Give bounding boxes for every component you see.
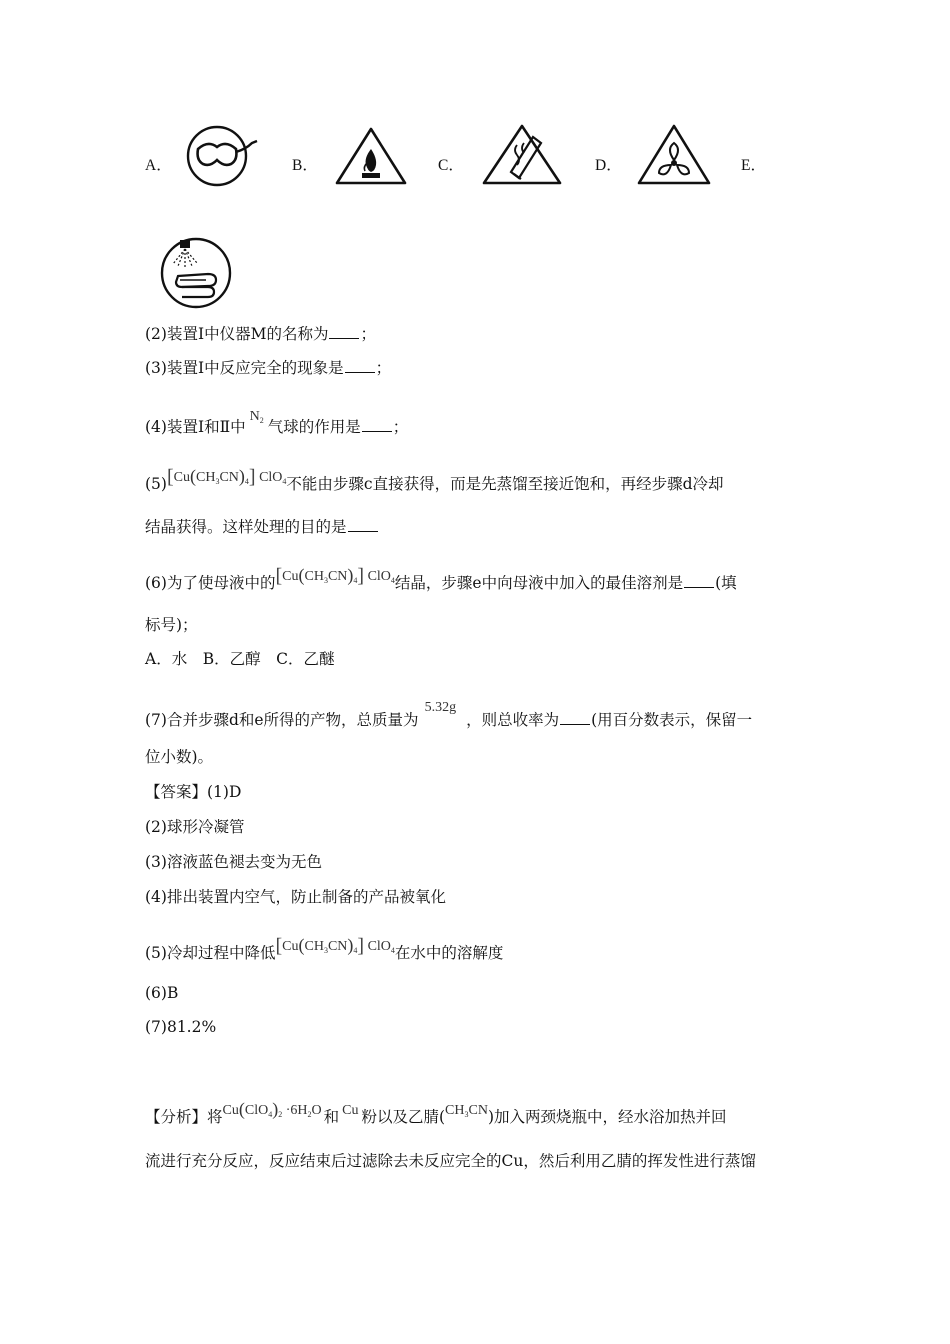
option-c-label: C． bbox=[438, 157, 464, 174]
question-4: (4)装置Ⅰ和Ⅱ中$N_2$ 气球的作用是 ； bbox=[145, 406, 408, 438]
open-flame-icon bbox=[333, 125, 409, 187]
mass-value: 5.32g bbox=[424, 700, 457, 715]
hot-surface-icon bbox=[481, 123, 563, 187]
answer-blank[interactable] bbox=[345, 358, 375, 373]
hand-washing-icon bbox=[158, 236, 234, 310]
answer-4: (4)排出装置内空气，防止制备的产品被氧化 bbox=[145, 888, 446, 906]
question-7: (7)合并步骤d和e所得的产物，总质量为5.32g，则总收率为 (用百分数表示，保留一 bbox=[145, 697, 752, 731]
answer-blank[interactable] bbox=[684, 573, 714, 588]
answer-2: (2)球形冷凝管 bbox=[145, 818, 245, 836]
copper-formula: Cu bbox=[342, 1103, 359, 1118]
complex-formula: $[Cu(CH_3CN)_4]$ ClO$_4$ bbox=[166, 466, 287, 488]
answer-7: (7)81.2% bbox=[145, 1018, 217, 1036]
question-5-line2: 结晶获得。这样处理的目的是 bbox=[145, 516, 379, 538]
answer-5: (5)冷却过程中降低$[Cu(CH_3CN)_4]$ ClO$_4$在水中的溶解度 bbox=[145, 935, 504, 962]
exhaust-fan-icon bbox=[636, 123, 712, 187]
question-2: (2)装置Ⅰ中仪器M的名称为 ； bbox=[145, 325, 376, 343]
option-e-label: E． bbox=[741, 157, 766, 174]
option-d-label: D． bbox=[595, 157, 622, 174]
answer-6: (6)B bbox=[145, 984, 179, 1002]
complex-formula: $[Cu(CH_3CN)_4]$ ClO$_4$ bbox=[275, 935, 395, 957]
answer-3: (3)溶液蓝色褪去变为无色 bbox=[145, 853, 322, 871]
complex-formula: $[Cu(CH_3CN)_4]$ ClO$_4$ bbox=[275, 565, 395, 587]
analysis-paragraph: 【分析】将$Cu(ClO_4)_2 \cdot 6H_2O$ 和 Cu 粉以及乙腈$(CH_3CN)$加入两颈烧瓶中，经水浴加热并回 bbox=[145, 1099, 727, 1126]
question-5: $(5)[Cu(CH_3CN)_4]$ ClO$_4$不能由步骤c直接获得，而是先蒸馏至接近饱和，再经步骤d冷却 bbox=[145, 466, 724, 493]
question-6: (6)为了使母液中的$[Cu(CH_3CN)_4]$ ClO$_4$结晶，步骤e中向母液中加入的最佳溶剂是 (填 bbox=[145, 565, 737, 592]
question-7-line2: 位小数)。 bbox=[145, 748, 214, 766]
answer-blank[interactable] bbox=[348, 517, 378, 532]
answer-1: 【答案】(1)D bbox=[145, 783, 242, 801]
option-a-label: A． bbox=[145, 157, 172, 174]
answer-blank[interactable] bbox=[560, 710, 590, 725]
question-6-line2: 标号)； bbox=[145, 616, 198, 634]
option-b-label: B． bbox=[292, 157, 318, 174]
acetonitrile-formula: $CH_3CN$ bbox=[445, 1103, 488, 1119]
question-3: (3)装置Ⅰ中反应完全的现象是 ； bbox=[145, 359, 392, 377]
analysis-line2: 流进行充分反应，反应结束后过滤除去未反应完全的Cu，然后利用乙腈的挥发性进行蒸馏 bbox=[145, 1152, 756, 1170]
n2-formula: $N_2$ bbox=[249, 409, 264, 425]
goggles-icon bbox=[186, 125, 260, 187]
question-6-options: A．水 B．乙醇 C．乙醚 bbox=[145, 650, 335, 668]
answer-blank[interactable] bbox=[362, 417, 392, 432]
answer-blank[interactable] bbox=[329, 324, 359, 339]
copper-perchlorate-formula: $Cu(ClO_4)_2 \cdot 6H_2O$ bbox=[222, 1099, 322, 1119]
